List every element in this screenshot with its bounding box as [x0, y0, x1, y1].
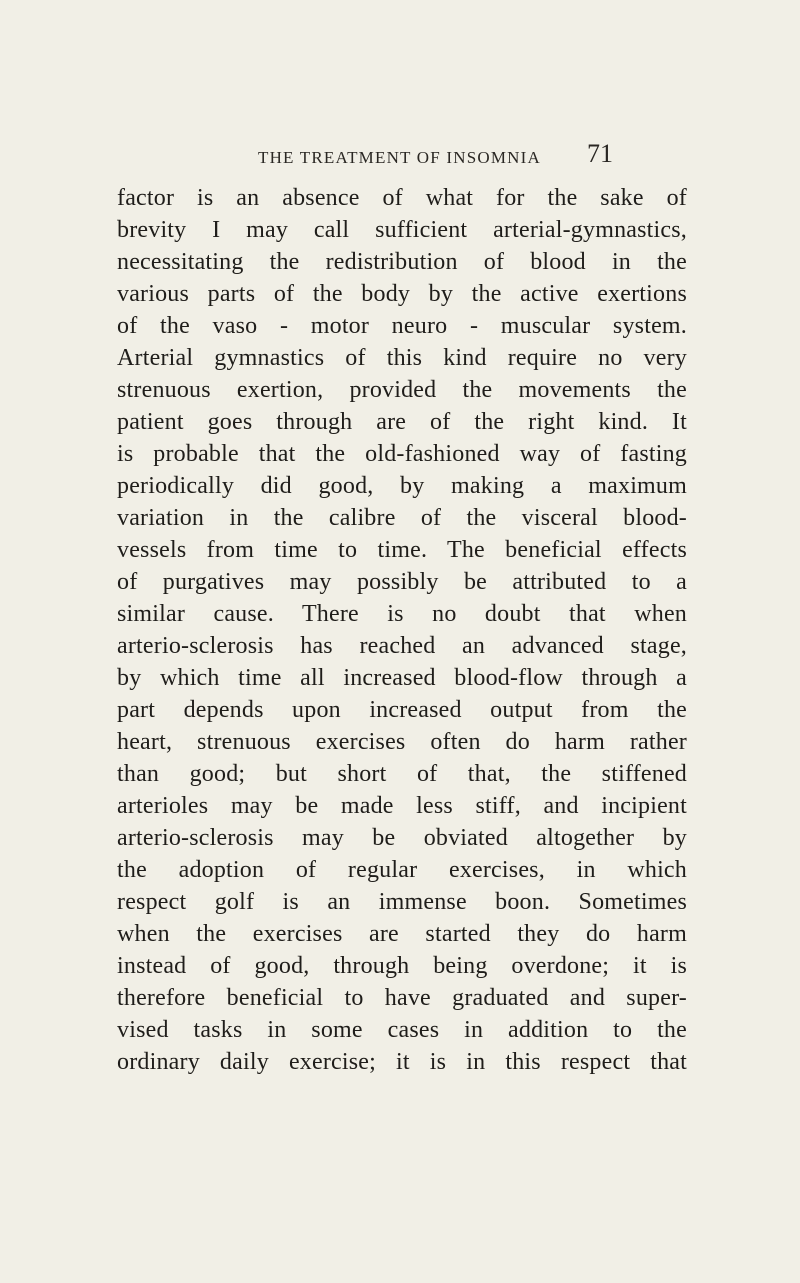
text-line: instead of good, through being overdone; it is [117, 953, 687, 979]
text-line: similar cause. There is no doubt that when [117, 601, 687, 627]
text-line: of the vaso - motor neuro - muscular system. [117, 313, 687, 339]
text-line: part depends upon increased output from the [117, 697, 687, 723]
text-line: respect golf is an immense boon. Sometimes [117, 889, 687, 915]
text-line: factor is an absence of what for the sake of [117, 185, 687, 211]
text-line: arterio-sclerosis has reached an advanced stage, [117, 633, 687, 659]
text-line: arterioles may be made less stiff, and incipient [117, 793, 687, 819]
text-line: Arterial gymnastics of this kind require no very [117, 345, 687, 371]
text-line: heart, strenuous exercises often do harm rather [117, 729, 687, 755]
text-line: of purgatives may possibly be attributed to a [117, 569, 687, 595]
text-line: various parts of the body by the active exertions [117, 281, 687, 307]
running-head: THE TREATMENT OF INSOMNIA [258, 148, 541, 167]
text-line: than good; but short of that, the stiffened [117, 761, 687, 787]
text-line: by which time all increased blood-flow through a [117, 665, 687, 691]
text-line: periodically did good, by making a maximum [117, 473, 687, 499]
text-line: the adoption of regular exercises, in which [117, 857, 687, 883]
text-line: ordinary daily exercise; it is in this respect that [117, 1049, 687, 1075]
text-line: therefore beneficial to have graduated and super- [117, 985, 687, 1011]
text-line: is probable that the old-fashioned way of fasting [117, 441, 687, 467]
text-line: arterio-sclerosis may be obviated altogether by [117, 825, 687, 851]
text-line: patient goes through are of the right kind. It [117, 409, 687, 435]
text-line: when the exercises are started they do harm [117, 921, 687, 947]
page-number: 71 [587, 139, 613, 168]
text-line: variation in the calibre of the visceral blood- [117, 505, 687, 531]
text-line: necessitating the redistribution of blood in the [117, 249, 687, 275]
text-line: brevity I may call sufficient arterial-gymnastics, [117, 217, 687, 243]
text-line: strenuous exertion, provided the movements the [117, 377, 687, 403]
text-line: vessels from time to time. The beneficial effects [117, 537, 687, 563]
body-text [117, 182, 687, 1078]
text-line: vised tasks in some cases in addition to the [117, 1017, 687, 1043]
